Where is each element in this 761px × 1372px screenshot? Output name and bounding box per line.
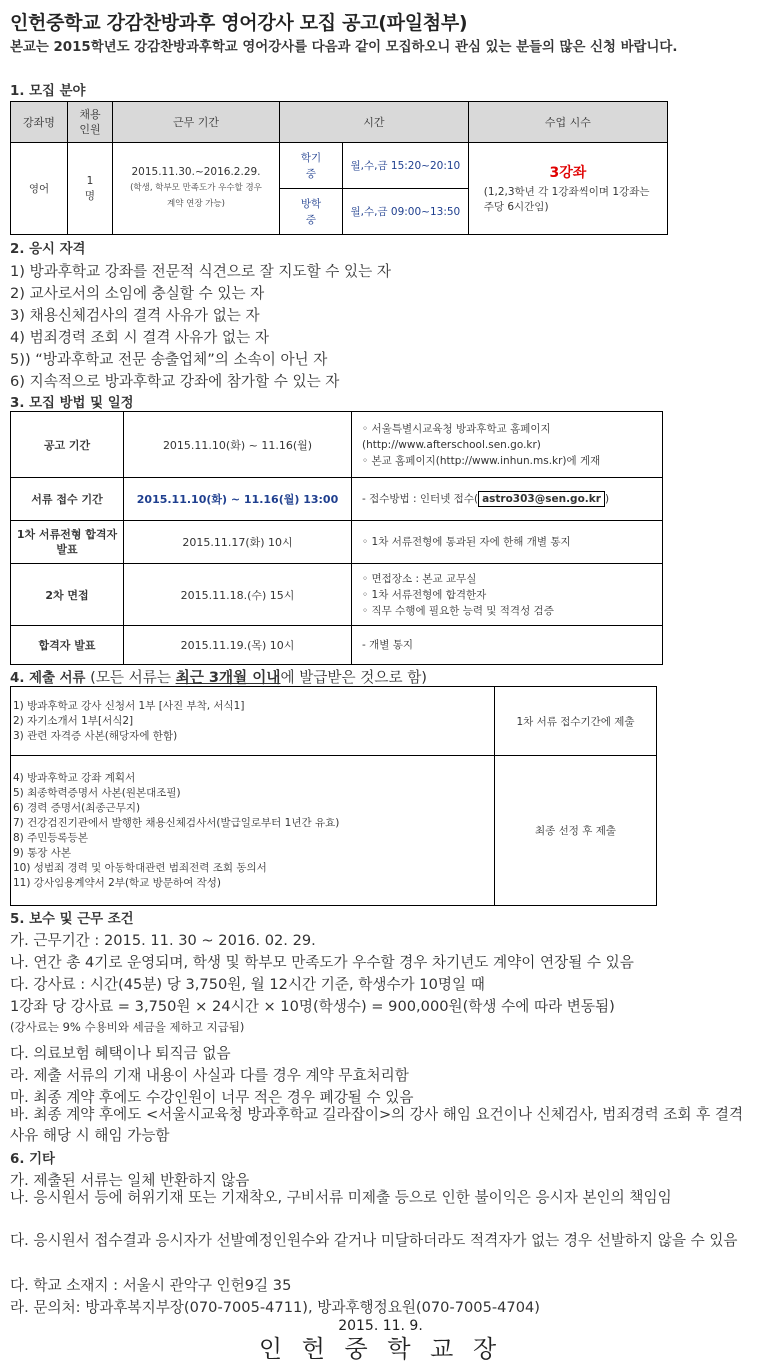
qualification-item: 1) 방과후학교 강좌를 전문적 식견으로 잘 지도할 수 있는 자 bbox=[10, 263, 391, 280]
section-6-heading: 6. 기타 bbox=[10, 1152, 55, 1167]
documents-group bbox=[11, 756, 657, 906]
schedule-label: 공고 기간 bbox=[11, 412, 124, 478]
schedule-date: 2015.11.19.(목) 10시 bbox=[124, 626, 352, 665]
lessons-cell bbox=[468, 143, 667, 235]
pay-note: (강사료는 9% 수용비와 세금을 제하고 지급됨) bbox=[10, 1020, 245, 1034]
schedule-label: 합격자 발표 bbox=[11, 626, 124, 665]
email-link[interactable]: astro303@sen.go.kr bbox=[478, 491, 605, 507]
col-period: 근무 기간 bbox=[113, 102, 280, 143]
col-subject: 강좌명 bbox=[11, 102, 68, 143]
term-time: 월,수,금 15:20~20:10 bbox=[343, 143, 469, 189]
schedule-date: 2015.11.10(화) ~ 11.16(월) 13:00 bbox=[124, 478, 352, 521]
col-count: 채용 인원 bbox=[68, 102, 113, 143]
period-cell bbox=[113, 143, 280, 235]
schedule-table bbox=[10, 411, 663, 665]
misc-line: 가. 제출된 서류는 일체 반환하지 않음 bbox=[10, 1172, 250, 1189]
schedule-date: 2015.11.18.(수) 15시 bbox=[124, 564, 352, 626]
schedule-row bbox=[11, 626, 663, 665]
documents-when: 1차 서류 접수기간에 제출 bbox=[495, 687, 657, 756]
documents-table bbox=[10, 686, 657, 906]
pay-line: 라. 제출 서류의 기재 내용이 사실과 다를 경우 계약 무효처리함 bbox=[10, 1067, 409, 1084]
principal-signature: 인 헌 중 학 교 장 bbox=[258, 1335, 503, 1363]
schedule-row bbox=[11, 521, 663, 564]
documents-list: 4) 방과후학교 강좌 계획서 5) 최종학력증명서 사본(원본대조필) 6) 경력 증명서(최종근무지) 7) 건강검진기관에서 발행한 채용신체검사서(발급일로부터 1년간 유효) 8) 주민등록등본 9) 통장 사본 10) 성범죄 경력 및 아동학대관련 범죄전력 조회 동의서 11) 강사임용계약서 2부(학교 방문하여 작성) bbox=[11, 756, 495, 906]
pay-line: 나. 연간 총 4기로 운영되며, 학생 및 학부모 만족도가 우수할 경우 차기년도 계약이 연장될 수 있음 bbox=[10, 954, 634, 971]
vacation-time: 월,수,금 09:00~13:50 bbox=[343, 189, 469, 235]
misc-line: 라. 문의처: 방과후복지부장(070-7005-4711), 방과후행정요원(070-7005-4704) bbox=[10, 1299, 540, 1316]
misc-line: 다. 응시원서 접수결과 응시자가 선발예정인원수와 같거나 미달하더라도 적격자가 없는 경우 선발하지 않을 수 있음 bbox=[10, 1232, 738, 1249]
subject-cell: 영어 bbox=[11, 143, 68, 235]
documents-group bbox=[11, 687, 657, 756]
section-2-heading: 2. 응시 자격 bbox=[10, 242, 86, 257]
lessons-note: (1,2,3학년 각 1강좌씩이며 1강좌는 주당 6시간임) bbox=[483, 186, 650, 213]
qualification-item: 6) 지속적으로 방과후학교 강좌에 참가할 수 있는 자 bbox=[10, 373, 340, 390]
schedule-label: 2차 면접 bbox=[11, 564, 124, 626]
schedule-date: 2015.11.17(화) 10시 bbox=[124, 521, 352, 564]
lessons-count: 3강좌 bbox=[549, 165, 587, 181]
page-title: 인헌중학교 강감찬방과후 영어강사 모집 공고(파일첨부) bbox=[10, 12, 468, 34]
intro-text: 본교는 2015학년도 강감찬방과후학교 영어강사를 다음과 같이 모집하오니 관심 있는 분들의 많은 신청 바랍니다. bbox=[10, 40, 678, 55]
section-3-heading: 3. 모집 방법 및 일정 bbox=[10, 396, 134, 411]
qualification-item: 3) 채용신체검사의 결격 사유가 없는 자 bbox=[10, 307, 260, 324]
vacation-label: 방학 중 bbox=[280, 189, 343, 235]
section-1-heading: 1. 모집 분야 bbox=[10, 84, 86, 99]
schedule-label: 서류 접수 기간 bbox=[11, 478, 124, 521]
schedule-info: ◦ 1차 서류전형에 통과된 자에 한해 개별 통지 bbox=[352, 521, 663, 564]
section-5-heading: 5. 보수 및 근무 조건 bbox=[10, 912, 134, 927]
period-range: 2015.11.30.~2016.2.29. bbox=[131, 165, 261, 178]
schedule-date: 2015.11.10(화) ~ 11.16(월) bbox=[124, 412, 352, 478]
pay-line: 다. 강사료 : 시간(45분) 당 3,750원, 월 12시간 기준, 학생수가 10명일 때 bbox=[10, 976, 485, 993]
qualification-item: 5)) “방과후학교 전문 송출업체”의 소속이 아닌 자 bbox=[10, 351, 328, 368]
qualification-item: 2) 교사로서의 소임에 충실할 수 있는 자 bbox=[10, 285, 265, 302]
schedule-row bbox=[11, 564, 663, 626]
count-cell: 1 명 bbox=[68, 143, 113, 235]
schedule-info: ◦ 면접장소 : 본교 교무실 ◦ 1차 서류전형에 합격한자 ◦ 직무 수행에 필요한 능력 및 적격성 검증 bbox=[352, 564, 663, 626]
schedule-row bbox=[11, 412, 663, 478]
col-lessons: 수업 시수 bbox=[468, 102, 667, 143]
schedule-label: 1차 서류전형 합격자 발표 bbox=[11, 521, 124, 564]
pay-line: 마. 최종 계약 후에도 수강인원이 너무 적은 경우 폐강될 수 있음 bbox=[10, 1089, 414, 1106]
misc-line: 나. 응시원서 등에 허위기재 또는 기재착오, 구비서류 미제출 등으로 인한 불이익은 응시자 본인의 책임임 bbox=[10, 1189, 672, 1206]
documents-when: 최종 선정 후 제출 bbox=[495, 756, 657, 906]
qualification-item: 4) 범죄경력 조회 시 결격 사유가 없는 자 bbox=[10, 329, 269, 346]
schedule-info: - 개별 통지 bbox=[352, 626, 663, 665]
pay-line: 1강좌 당 강사료 = 3,750원 × 24시간 × 10명(학생수) = 900,000원(학생 수에 따라 변동됨) bbox=[10, 998, 615, 1015]
notice-date: 2015. 11. 9. bbox=[338, 1318, 423, 1334]
term-label: 학기 중 bbox=[280, 143, 343, 189]
schedule-row bbox=[11, 478, 663, 521]
recruit-field-table bbox=[10, 101, 668, 235]
pay-line: 다. 의료보험 혜택이나 퇴직금 없음 bbox=[10, 1045, 231, 1062]
schedule-info: ◦ 서울특별시교육청 방과후학교 홈페이지 (http://www.afterschool.sen.go.kr) ◦ 본교 홈페이지(http://www.inhun.ms.kr)에 게재 bbox=[352, 412, 663, 478]
documents-list: 1) 방과후학교 강사 신청서 1부 [사진 부착, 서식1] 2) 자기소개서 1부[서식2] 3) 관련 자격증 사본(해당자에 한함) bbox=[11, 687, 495, 756]
col-time: 시간 bbox=[280, 102, 469, 143]
pay-line: 가. 근무기간 : 2015. 11. 30 ~ 2016. 02. 29. bbox=[10, 932, 316, 949]
schedule-info: - 접수방법 : 인터넷 접수( astro303@sen.go.kr ) bbox=[352, 478, 663, 521]
section-4-heading: 4. 제출 서류 (모든 서류는 최근 3개월 이내에 발급받은 것으로 함) bbox=[10, 669, 427, 686]
period-note: (학생, 학부모 만족도가 우수할 경우 계약 연장 가능) bbox=[130, 182, 262, 209]
misc-line: 다. 학교 소재지 : 서울시 관악구 인헌9길 35 bbox=[10, 1277, 292, 1294]
pay-line: 바. 최종 계약 후에도 <서울시교육청 방과후학교 길라잡이>의 강사 해임 요건이나 신체검사, 범죄경력 조회 후 결격 사유 해당 시 해임 가능함 bbox=[10, 1106, 744, 1144]
